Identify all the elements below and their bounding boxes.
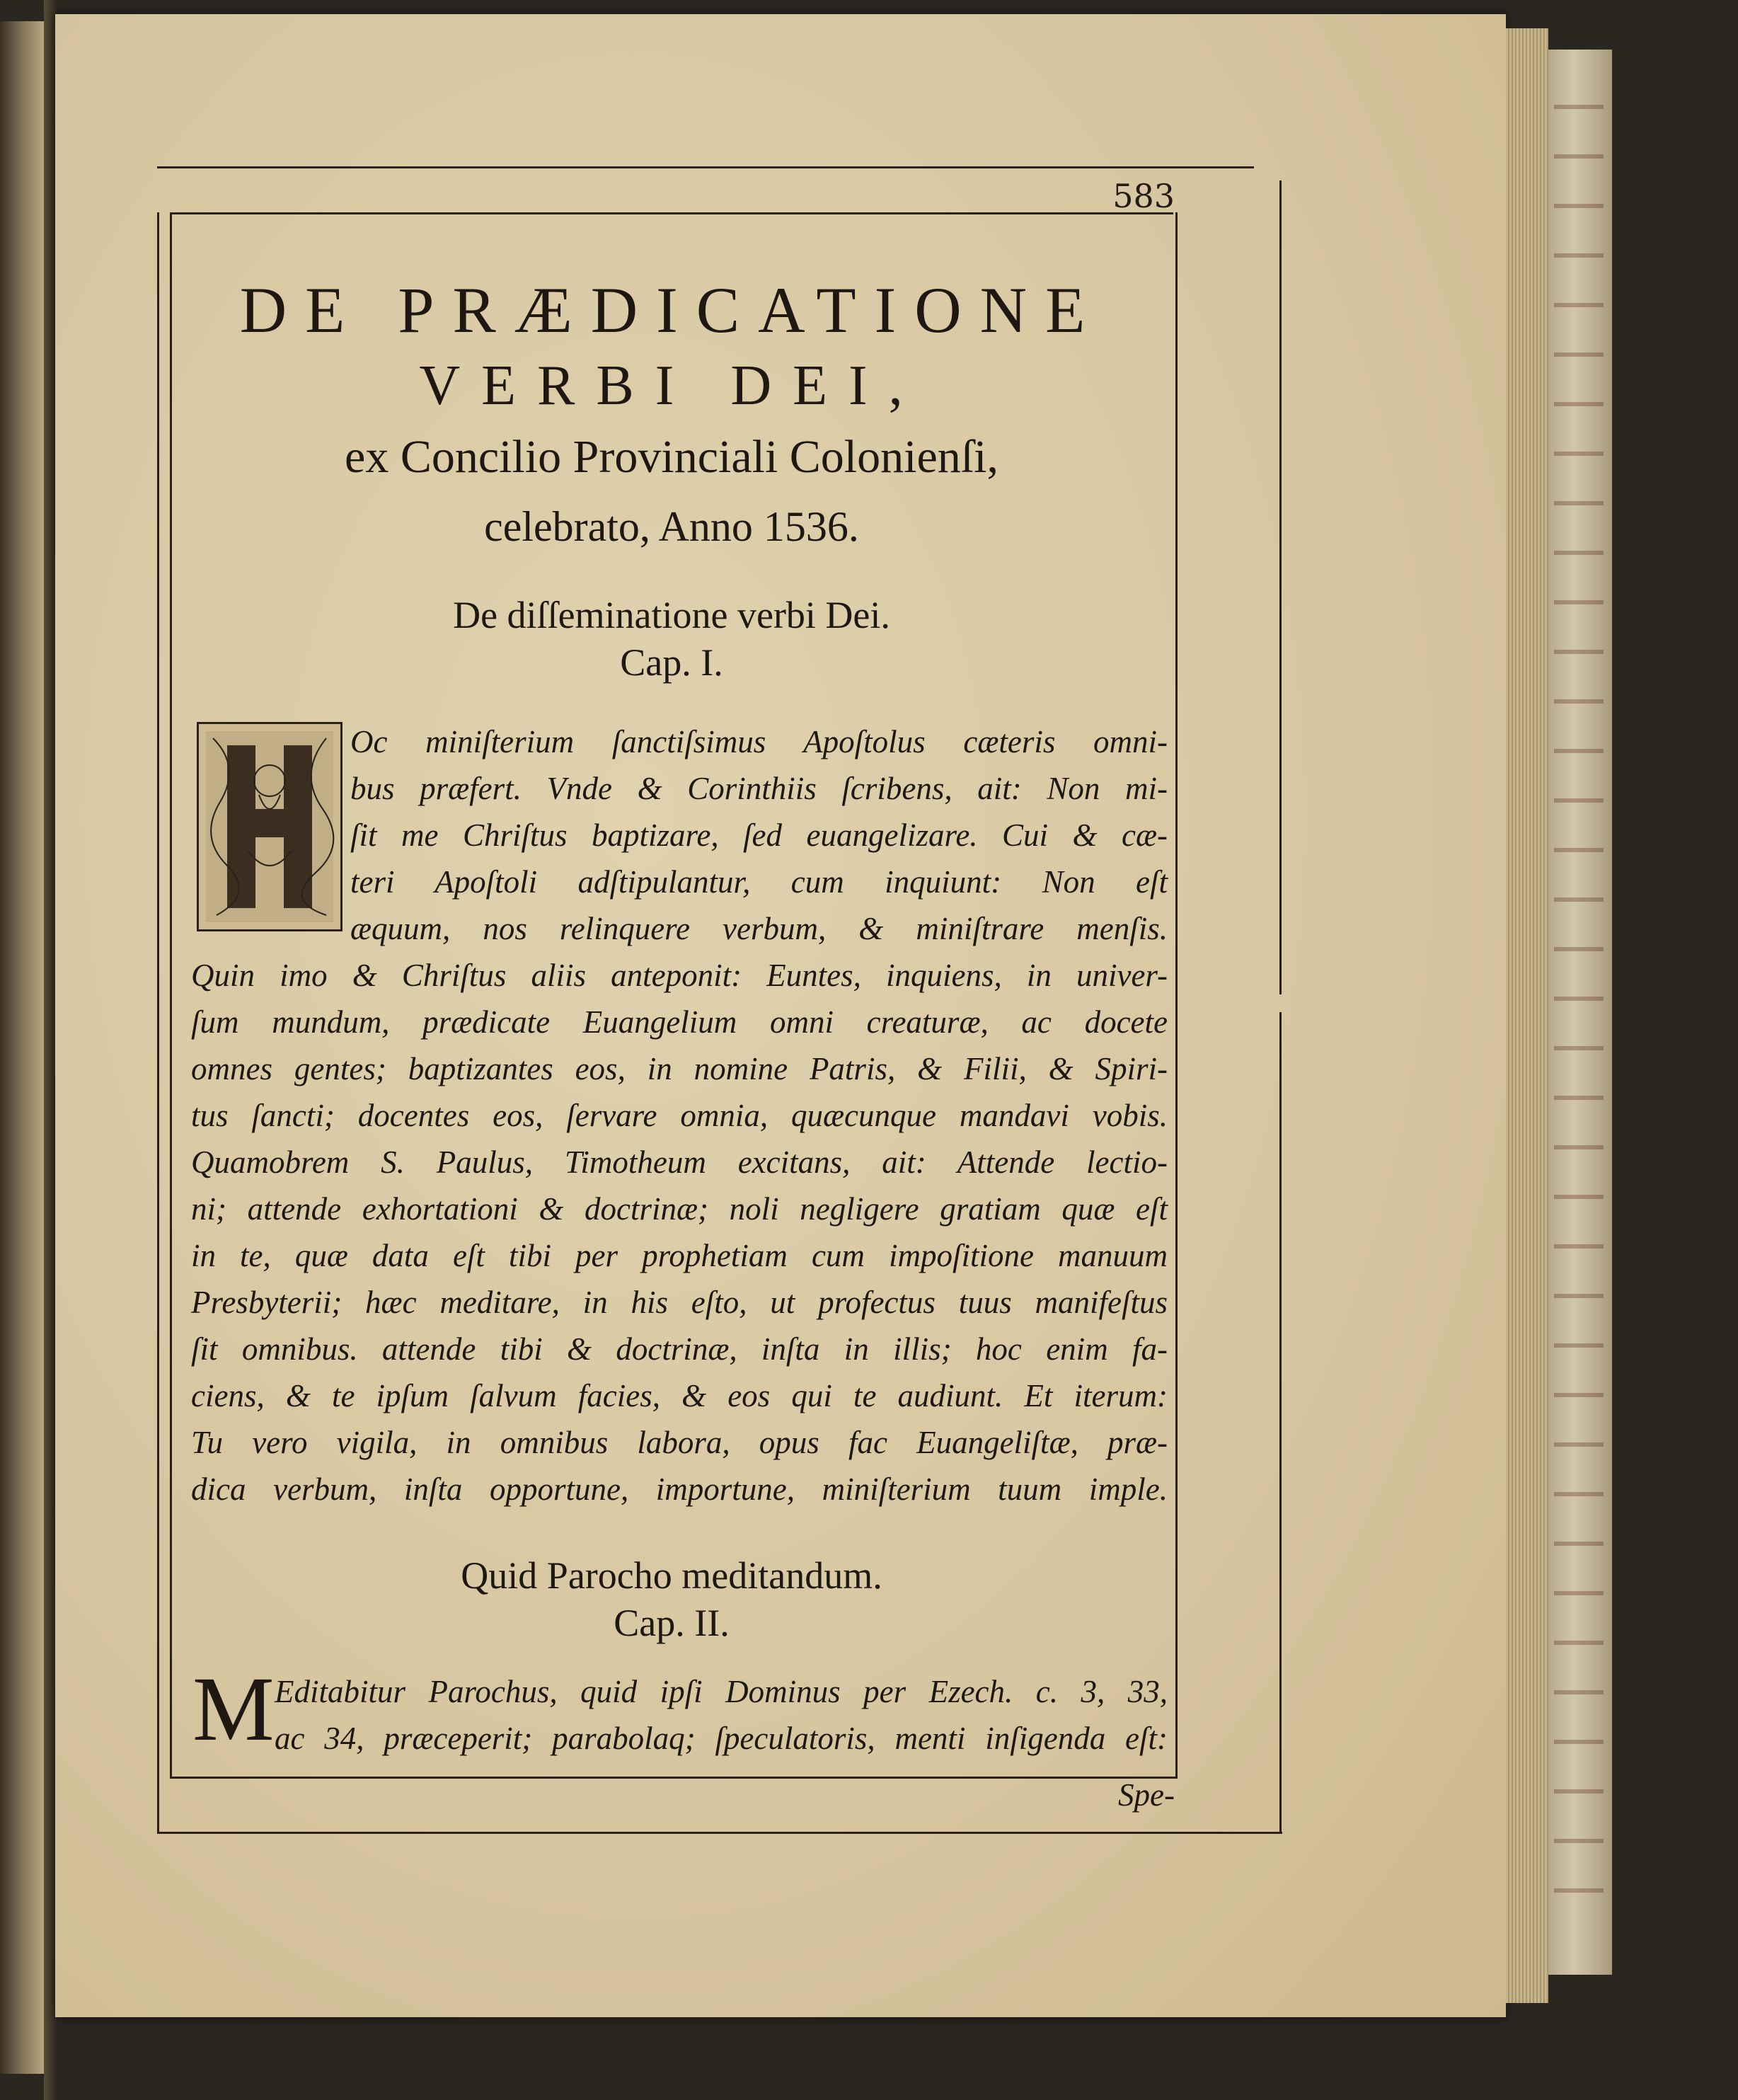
title-line-3: ex Concilio Provinciali Colonienſi,: [345, 431, 999, 483]
outer-right-rule-top: [1279, 180, 1282, 994]
text-line: bus præfert. Vnde & Corinthiis ſcribens, ait: Non mi-: [350, 771, 1168, 806]
binding-manuscript-fragment: [1554, 78, 1604, 1918]
left-page-edge: [0, 21, 44, 2074]
title-line-4: celebrato, Anno 1536.: [484, 503, 859, 550]
text-line: Presbyterii; hæc meditare, in his eſto, ut profectus tuus manifeſtus: [191, 1285, 1168, 1320]
text-line: tus ſancti; docentes eos, ſervare omnia, quæcunque mandavi vobis.: [191, 1098, 1168, 1133]
text-line: Quin imo & Chriſtus aliis anteponit: Euntes, inquiens, in univer-: [191, 958, 1168, 993]
text-line: ciens, & te ipſum ſalvum facies, & eos qui te audiunt. Et iterum:: [191, 1378, 1168, 1413]
text-line: Tu vero vigila, in omnibus labora, opus fac Euangeliſtæ, præ-: [191, 1425, 1168, 1460]
text-line: Editabitur Parochus, quid ipſi Dominus per Ezech. c. 3, 33,: [275, 1674, 1168, 1709]
outer-right-rule-bottom: [1279, 1012, 1282, 1833]
text-line: ni; attende exhortationi & doctrinæ; noli negligere gratiam quæ eſt: [191, 1191, 1168, 1227]
chapter1-cap: Cap. I.: [620, 641, 723, 684]
text-line: dica verbum, inſta opportune, importune, miniſterium tuum imple.: [191, 1471, 1168, 1507]
chapter2-heading: Quid Parocho meditandum.: [461, 1554, 882, 1597]
text-line: in te, quæ data eſt tibi per prophetiam cum impoſitione manuum: [191, 1238, 1168, 1273]
catchword: Spe-: [1118, 1777, 1175, 1813]
page-number: 583: [1112, 177, 1175, 215]
bottom-rule: [157, 1832, 1282, 1834]
text-line: teri Apoſtoli adſtipulantur, cum inquiunt: Non eſt: [350, 864, 1168, 900]
text-line: Oc miniſterium ſanctiſsimus Apoſtolus cæteris omni-: [350, 724, 1168, 759]
initial-m: M: [192, 1658, 275, 1760]
outer-left-rule: [157, 212, 159, 1833]
page-stack-edge: [1506, 28, 1548, 2003]
text-line: Quamobrem S. Paulus, Timotheum excitans, ait: Attende lectio-: [191, 1144, 1168, 1180]
top-rule: [157, 166, 1254, 168]
chapter1-heading: De diſſeminatione verbi Dei.: [453, 594, 890, 636]
text-line: ſit omnibus. attende tibi & doctrinæ, inſta in illis; hoc enim fa-: [191, 1331, 1168, 1367]
frame-top-rule: [170, 212, 1173, 214]
chapter2-body: [191, 1668, 1168, 1762]
chapter1-body: [191, 718, 1168, 1513]
text-line: æquum, nos relinquere verbum, & miniſtrare menſis.: [350, 911, 1168, 946]
text-line: ac 34, præceperit; parabolaq; ſpeculatoris, menti inſigenda eſt:: [275, 1721, 1168, 1756]
title-line-2: VERBI DEI,: [419, 355, 924, 417]
text-line: omnes gentes; baptizantes eos, in nomine Patris, & Filii, & Spiri-: [191, 1051, 1168, 1086]
title-line-1: DE PRÆDICATIONE: [239, 274, 1104, 346]
chapter2-cap: Cap. II.: [614, 1602, 730, 1644]
text-line: ſum mundum, prædicate Euangelium omni creaturæ, ac docete: [191, 1004, 1168, 1040]
text-line: ſit me Chriſtus baptizare, ſed euangelizare. Cui & cæ-: [350, 817, 1168, 853]
